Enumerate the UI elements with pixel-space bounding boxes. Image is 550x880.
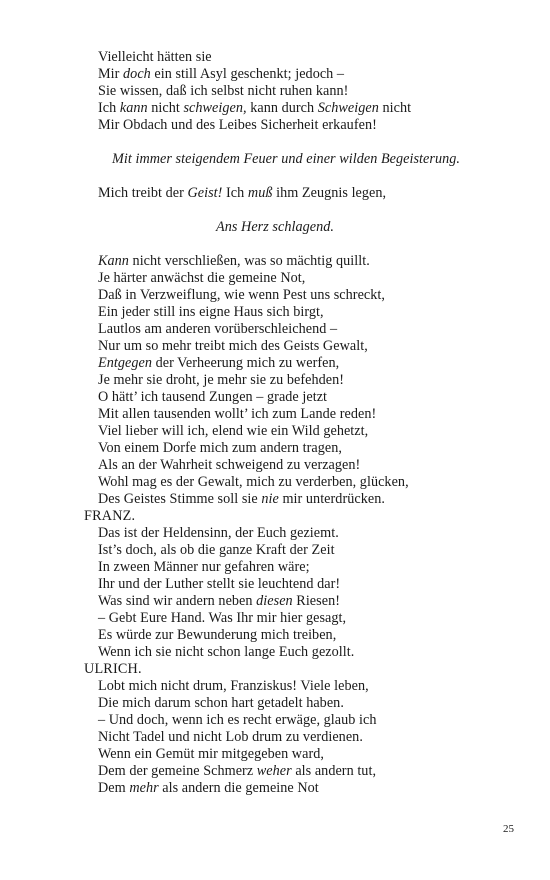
verse-line <box>98 406 376 423</box>
verse-line <box>98 389 327 406</box>
verse-line <box>98 253 370 270</box>
italic-text: Geist! <box>187 185 223 201</box>
line-text: der Verheerung mich zu werfen, <box>151 355 340 371</box>
verse-line <box>98 763 376 780</box>
line-text: nicht <box>378 100 412 116</box>
verse-line <box>98 304 324 321</box>
italic-text: mehr <box>129 780 159 796</box>
line-text: als andern die gemeine Not <box>158 780 319 796</box>
verse-line <box>98 678 369 695</box>
line-text: nicht verschließen, was so mächtig quillt. <box>128 253 370 269</box>
line-text: kann durch <box>246 100 318 116</box>
verse-line <box>98 287 385 304</box>
line-text: Das ist der Heldensinn, der Euch geziemt. <box>98 525 339 541</box>
speaker-name <box>84 508 135 525</box>
line-text: Ist’s doch, als ob die ganze Kraft der Zeit <box>98 542 335 558</box>
line-text: Lobt mich nicht drum, Franziskus! Viele leben, <box>98 678 369 694</box>
line-text: Daß in Verzweiflung, wie wenn Pest uns schreckt, <box>98 287 385 303</box>
verse-line <box>98 610 346 627</box>
stage-direction <box>0 219 550 236</box>
verse-line <box>98 644 354 661</box>
line-text: FRANZ. <box>84 508 136 524</box>
line-text: Was sind wir andern neben <box>98 593 257 609</box>
page-number: 25 <box>503 823 514 835</box>
italic-text: kann <box>119 100 148 116</box>
italic-text: diesen <box>256 593 293 609</box>
verse-line <box>98 712 377 729</box>
line-text: Ich <box>98 100 120 116</box>
line-text: Ihr und der Luther stellt sie leuchtend dar! <box>98 576 341 592</box>
line-text: nicht <box>147 100 184 116</box>
line-text: Mich treibt der <box>98 185 188 201</box>
line-text: Wohl mag es der Gewalt, mich zu verderben, glücken, <box>98 474 409 490</box>
line-text: mir unterdrücken. <box>278 491 385 507</box>
line-text: Nicht Tadel und nicht Lob drum zu verdienen. <box>98 729 363 745</box>
verse-line <box>98 270 305 287</box>
verse-line <box>98 695 344 712</box>
speaker-name <box>84 661 142 678</box>
verse-line <box>98 185 386 202</box>
line-text: ihm Zeugnis legen, <box>272 185 387 201</box>
line-text: In zween Männer nur gefahren wäre; <box>98 559 310 575</box>
line-text: Ich <box>222 185 248 201</box>
verse-line <box>98 593 340 610</box>
line-text: Dem <box>98 780 130 796</box>
italic-text: Schweigen <box>317 100 379 116</box>
line-text: Wenn ein Gemüt mir mitgegeben ward, <box>98 746 324 762</box>
line-text: Mir Obdach und des Leibes Sicherheit erkaufen! <box>98 117 377 133</box>
italic-text: weher <box>256 763 292 779</box>
line-text: als andern tut, <box>291 763 377 779</box>
verse-line <box>98 491 385 508</box>
line-text: Ein jeder still ins eigne Haus sich birgt, <box>98 304 324 320</box>
verse-line <box>98 423 368 440</box>
verse-line <box>98 372 344 389</box>
verse-line <box>98 355 339 372</box>
line-text: Vielleicht hätten sie <box>98 49 212 65</box>
line-text: Als an der Wahrheit schweigend zu verzagen! <box>98 457 361 473</box>
verse-line <box>98 321 337 338</box>
line-text: Mit allen tausenden wollt’ ich zum Lande reden! <box>98 406 377 422</box>
verse-line <box>98 457 360 474</box>
line-text: Nur um so mehr treibt mich des Geists Gewalt, <box>98 338 368 354</box>
verse-line <box>98 49 212 66</box>
line-text: Sie wissen, daß ich selbst nicht ruhen kann! <box>98 83 349 99</box>
verse-line <box>98 627 336 644</box>
italic-text: Mit immer steigendem Feuer und einer wilden Begeisterung. <box>112 151 460 167</box>
line-text: Mir <box>98 66 124 82</box>
line-text: – Und doch, wenn ich es recht erwäge, glaub ich <box>98 712 377 728</box>
line-text: – Gebt Eure Hand. Was Ihr mir hier gesagt, <box>98 610 347 626</box>
verse-line <box>98 83 348 100</box>
line-text: Lautlos am anderen vorüberschleichend – <box>98 321 338 337</box>
italic-text: Ans Herz schlagend. <box>216 219 334 235</box>
line-text: Dem der gemeine Schmerz <box>98 763 257 779</box>
verse-line <box>98 780 319 797</box>
line-text: Viel lieber will ich, elend wie ein Wild gehetzt, <box>98 423 369 439</box>
line-text: Es würde zur Bewunderung mich treiben, <box>98 627 337 643</box>
italic-text: doch <box>123 66 151 82</box>
line-text: Des Geistes Stimme soll sie <box>98 491 262 507</box>
line-text: ULRICH. <box>84 661 142 677</box>
line-text: Riesen! <box>292 593 340 609</box>
line-text: O hätt’ ich tausend Zungen – grade jetzt <box>98 389 328 405</box>
verse-line <box>98 746 324 763</box>
line-text: Von einem Dorfe mich zum andern tragen, <box>98 440 342 456</box>
line-text: Die mich darum schon hart getadelt haben. <box>98 695 344 711</box>
italic-text: schweigen, <box>183 100 247 116</box>
italic-text: nie <box>261 491 279 507</box>
verse-line <box>98 66 344 83</box>
verse-line <box>98 576 340 593</box>
line-text: Je härter anwächst die gemeine Not, <box>98 270 306 286</box>
italic-text: Kann <box>98 253 129 269</box>
stage-direction <box>112 151 460 168</box>
verse-line <box>98 729 363 746</box>
verse-line <box>98 474 409 491</box>
line-text: Wenn ich sie nicht schon lange Euch gezollt. <box>98 644 355 660</box>
verse-line <box>98 559 310 576</box>
italic-text: muß <box>247 185 273 201</box>
italic-text: Entgegen <box>98 355 152 371</box>
line-text: Je mehr sie droht, je mehr sie zu befehden! <box>98 372 345 388</box>
verse-line <box>98 338 368 355</box>
verse-line <box>98 440 342 457</box>
verse-line <box>98 542 335 559</box>
verse-line <box>98 525 339 542</box>
verse-line <box>98 100 411 117</box>
verse-line <box>98 117 377 134</box>
line-text: ein still Asyl geschenkt; jedoch – <box>150 66 345 82</box>
